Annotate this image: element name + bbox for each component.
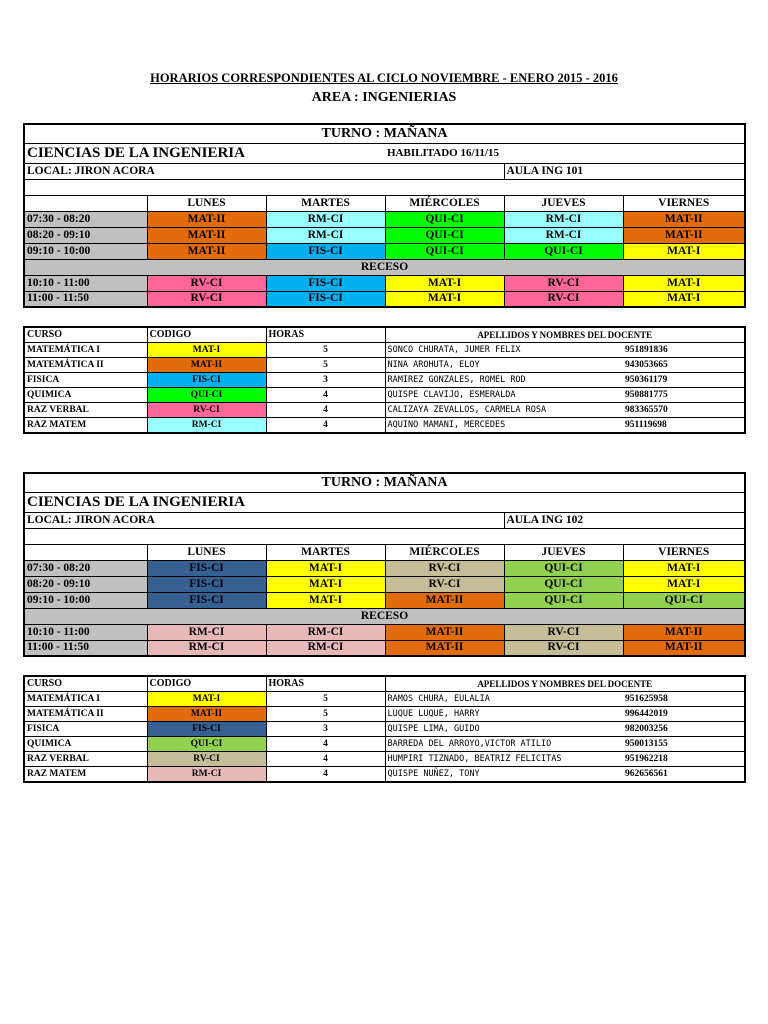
spacer-row — [24, 528, 745, 544]
day-header: MIÉRCOLES — [385, 544, 504, 560]
course-hours: 4 — [266, 403, 385, 418]
class-cell: RV-CI — [504, 624, 623, 640]
teacher-name: HUMPIRI TIZNADO, BEATRIZ FELICITAS — [385, 752, 623, 767]
class-cell: FIS-CI — [266, 275, 385, 291]
course-hours: 4 — [266, 737, 385, 752]
course-name: FISICA — [24, 373, 147, 388]
course-name: QUIMICA — [24, 388, 147, 403]
class-cell: FIS-CI — [147, 592, 266, 608]
teacher-name: SONCO CHURATA, JUMER FELIX — [385, 343, 623, 358]
course-code: FIS-CI — [147, 722, 266, 737]
aula-label: AULA ING 102 — [504, 512, 745, 528]
class-cell: MAT-II — [147, 227, 266, 243]
day-header: MARTES — [266, 544, 385, 560]
course-row — [24, 373, 745, 388]
class-cell: MAT-I — [623, 275, 745, 291]
course-row — [24, 752, 745, 767]
course-name: MATEMÁTICA II — [24, 707, 147, 722]
docente-header: APELLIDOS Y NOMBRES DEL DOCENTE — [385, 327, 745, 343]
schedule-table — [23, 472, 746, 657]
class-cell: MAT-II — [623, 624, 745, 640]
course-row — [24, 692, 745, 707]
teacher-name: RAMIREZ GONZALES, ROMEL ROD — [385, 373, 623, 388]
class-cell: FIS-CI — [147, 560, 266, 576]
curso-header: CURSO — [24, 676, 147, 692]
teacher-name: QUISPE LIMA, GUIDO — [385, 722, 623, 737]
class-cell: RM-CI — [266, 624, 385, 640]
course-name: RAZ MATEM — [24, 418, 147, 434]
class-cell: RM-CI — [504, 227, 623, 243]
course-hours: 4 — [266, 767, 385, 783]
document-title: HORARIOS CORRESPONDIENTES AL CICLO NOVIEMBRE - ENERO 2015 - 2016 — [150, 71, 618, 85]
habilitado-label — [385, 492, 745, 512]
class-cell: QUI-CI — [623, 592, 745, 608]
class-cell: MAT-II — [623, 227, 745, 243]
teacher-phone: 951891836 — [623, 343, 745, 358]
area-title: AREA : INGENIERIAS — [311, 90, 457, 105]
class-cell: MAT-I — [266, 560, 385, 576]
course-hours: 3 — [266, 373, 385, 388]
course-code: RV-CI — [147, 403, 266, 418]
class-cell: MAT-I — [385, 275, 504, 291]
teacher-name: LUQUE LUQUE, HARRY — [385, 707, 623, 722]
time-slot: 10:10 - 11:00 — [24, 624, 147, 640]
day-header: JUEVES — [504, 195, 623, 211]
codigo-header: CODIGO — [147, 327, 266, 343]
local-label: LOCAL: JIRON ACORA — [24, 512, 504, 528]
teacher-phone: 983365570 — [623, 403, 745, 418]
horas-header: HORAS — [266, 676, 385, 692]
course-name: MATEMÁTICA I — [24, 343, 147, 358]
time-slot: 08:20 - 09:10 — [24, 227, 147, 243]
receso-row: RECESO — [24, 259, 745, 275]
course-name: QUIMICA — [24, 737, 147, 752]
teacher-phone: 962656561 — [623, 767, 745, 783]
course-row — [24, 767, 745, 783]
class-cell: QUI-CI — [385, 243, 504, 259]
courses-table — [23, 675, 746, 783]
course-row — [24, 343, 745, 358]
course-row — [24, 722, 745, 737]
teacher-name: CALIZAYA ZEVALLOS, CARMELA ROSA — [385, 403, 623, 418]
course-hours: 5 — [266, 707, 385, 722]
course-hours: 3 — [266, 722, 385, 737]
class-cell: MAT-II — [385, 624, 504, 640]
receso-row: RECESO — [24, 608, 745, 624]
time-header-blank — [24, 195, 147, 211]
class-cell: RM-CI — [266, 227, 385, 243]
course-hours: 4 — [266, 418, 385, 434]
class-cell: MAT-II — [623, 211, 745, 227]
class-cell: RM-CI — [266, 211, 385, 227]
class-cell: RV-CI — [385, 560, 504, 576]
course-code: MAT-II — [147, 358, 266, 373]
day-header: MIÉRCOLES — [385, 195, 504, 211]
schedule-table — [23, 123, 746, 308]
teacher-phone: 951962218 — [623, 752, 745, 767]
turno-label: TURNO : MAÑANA — [24, 124, 745, 143]
course-hours: 5 — [266, 343, 385, 358]
time-slot: 10:10 - 11:00 — [24, 275, 147, 291]
class-cell: QUI-CI — [385, 227, 504, 243]
course-code: QUI-CI — [147, 388, 266, 403]
class-cell: MAT-II — [147, 243, 266, 259]
course-row — [24, 418, 745, 434]
spacer-row — [24, 179, 745, 195]
class-cell: QUI-CI — [504, 243, 623, 259]
class-cell: RV-CI — [385, 576, 504, 592]
teacher-phone: 950881775 — [623, 388, 745, 403]
class-cell: MAT-I — [266, 592, 385, 608]
teacher-phone: 950013155 — [623, 737, 745, 752]
turno-label: TURNO : MAÑANA — [24, 473, 745, 492]
class-cell: QUI-CI — [385, 211, 504, 227]
class-cell: RM-CI — [147, 640, 266, 656]
class-cell: MAT-II — [385, 592, 504, 608]
class-cell: MAT-I — [623, 576, 745, 592]
course-name: FISICA — [24, 722, 147, 737]
class-cell: MAT-I — [623, 560, 745, 576]
class-cell: MAT-II — [147, 211, 266, 227]
aula-label: AULA ING 101 — [504, 163, 745, 179]
course-name: RAZ VERBAL — [24, 752, 147, 767]
courses-table — [23, 326, 746, 434]
course-hours: 5 — [266, 358, 385, 373]
class-cell: RM-CI — [147, 624, 266, 640]
codigo-header: CODIGO — [147, 676, 266, 692]
time-header-blank — [24, 544, 147, 560]
horas-header: HORAS — [266, 327, 385, 343]
class-cell: RM-CI — [266, 640, 385, 656]
teacher-name: RAMOS CHURA, EULALIA — [385, 692, 623, 707]
day-header: VIERNES — [623, 195, 745, 211]
class-cell: RV-CI — [504, 640, 623, 656]
time-slot: 09:10 - 10:00 — [24, 592, 147, 608]
course-code: RV-CI — [147, 752, 266, 767]
class-cell: FIS-CI — [266, 291, 385, 307]
section-title: CIENCIAS DE LA INGENIERIA — [24, 143, 385, 163]
course-row — [24, 737, 745, 752]
day-header: VIERNES — [623, 544, 745, 560]
class-cell: RV-CI — [504, 291, 623, 307]
course-code: FIS-CI — [147, 373, 266, 388]
teacher-phone: 943053665 — [623, 358, 745, 373]
class-cell: FIS-CI — [147, 576, 266, 592]
course-row — [24, 707, 745, 722]
time-slot: 08:20 - 09:10 — [24, 576, 147, 592]
time-slot: 07:30 - 08:20 — [24, 211, 147, 227]
course-code: RM-CI — [147, 418, 266, 434]
course-hours: 5 — [266, 692, 385, 707]
section-title: CIENCIAS DE LA INGENIERIA — [24, 492, 385, 512]
class-cell: MAT-II — [385, 640, 504, 656]
class-cell: MAT-II — [623, 640, 745, 656]
class-cell: MAT-I — [385, 291, 504, 307]
class-cell: MAT-I — [623, 243, 745, 259]
class-cell: MAT-I — [623, 291, 745, 307]
habilitado-label: HABILITADO 16/11/15 — [385, 143, 745, 163]
course-name: RAZ VERBAL — [24, 403, 147, 418]
class-cell: QUI-CI — [504, 592, 623, 608]
class-cell: RV-CI — [504, 275, 623, 291]
course-name: MATEMÁTICA I — [24, 692, 147, 707]
time-slot: 11:00 - 11:50 — [24, 640, 147, 656]
class-cell: QUI-CI — [504, 576, 623, 592]
time-slot: 09:10 - 10:00 — [24, 243, 147, 259]
teacher-name: NINA AROHUTA, ELOY — [385, 358, 623, 373]
teacher-phone: 951119698 — [623, 418, 745, 434]
class-cell: MAT-I — [266, 576, 385, 592]
time-slot: 11:00 - 11:50 — [24, 291, 147, 307]
teacher-phone: 996442019 — [623, 707, 745, 722]
local-label: LOCAL: JIRON ACORA — [24, 163, 504, 179]
class-cell: FIS-CI — [266, 243, 385, 259]
day-header: MARTES — [266, 195, 385, 211]
teacher-name: QUISPE NUÑEZ, TONY — [385, 767, 623, 783]
course-row — [24, 358, 745, 373]
course-row — [24, 388, 745, 403]
time-slot: 07:30 - 08:20 — [24, 560, 147, 576]
course-hours: 4 — [266, 752, 385, 767]
course-name: MATEMÁTICA II — [24, 358, 147, 373]
course-code: MAT-I — [147, 343, 266, 358]
class-cell: RV-CI — [147, 275, 266, 291]
class-cell: RM-CI — [504, 211, 623, 227]
course-name: RAZ MATEM — [24, 767, 147, 783]
class-cell: QUI-CI — [504, 560, 623, 576]
class-cell: RV-CI — [147, 291, 266, 307]
course-code: MAT-I — [147, 692, 266, 707]
teacher-name: QUISPE CLAVIJO, ESMERALDA — [385, 388, 623, 403]
teacher-phone: 951625958 — [623, 692, 745, 707]
teacher-name: AQUINO MAMANI, MERCEDES — [385, 418, 623, 434]
day-header: LUNES — [147, 195, 266, 211]
docente-header: APELLIDOS Y NOMBRES DEL DOCENTE — [385, 676, 745, 692]
teacher-phone: 982003256 — [623, 722, 745, 737]
day-header: LUNES — [147, 544, 266, 560]
teacher-phone: 950361179 — [623, 373, 745, 388]
teacher-name: BARREDA DEL ARROYO,VICTOR ATILIO — [385, 737, 623, 752]
course-code: MAT-II — [147, 707, 266, 722]
course-code: RM-CI — [147, 767, 266, 783]
course-hours: 4 — [266, 388, 385, 403]
course-row — [24, 403, 745, 418]
day-header: JUEVES — [504, 544, 623, 560]
curso-header: CURSO — [24, 327, 147, 343]
course-code: QUI-CI — [147, 737, 266, 752]
